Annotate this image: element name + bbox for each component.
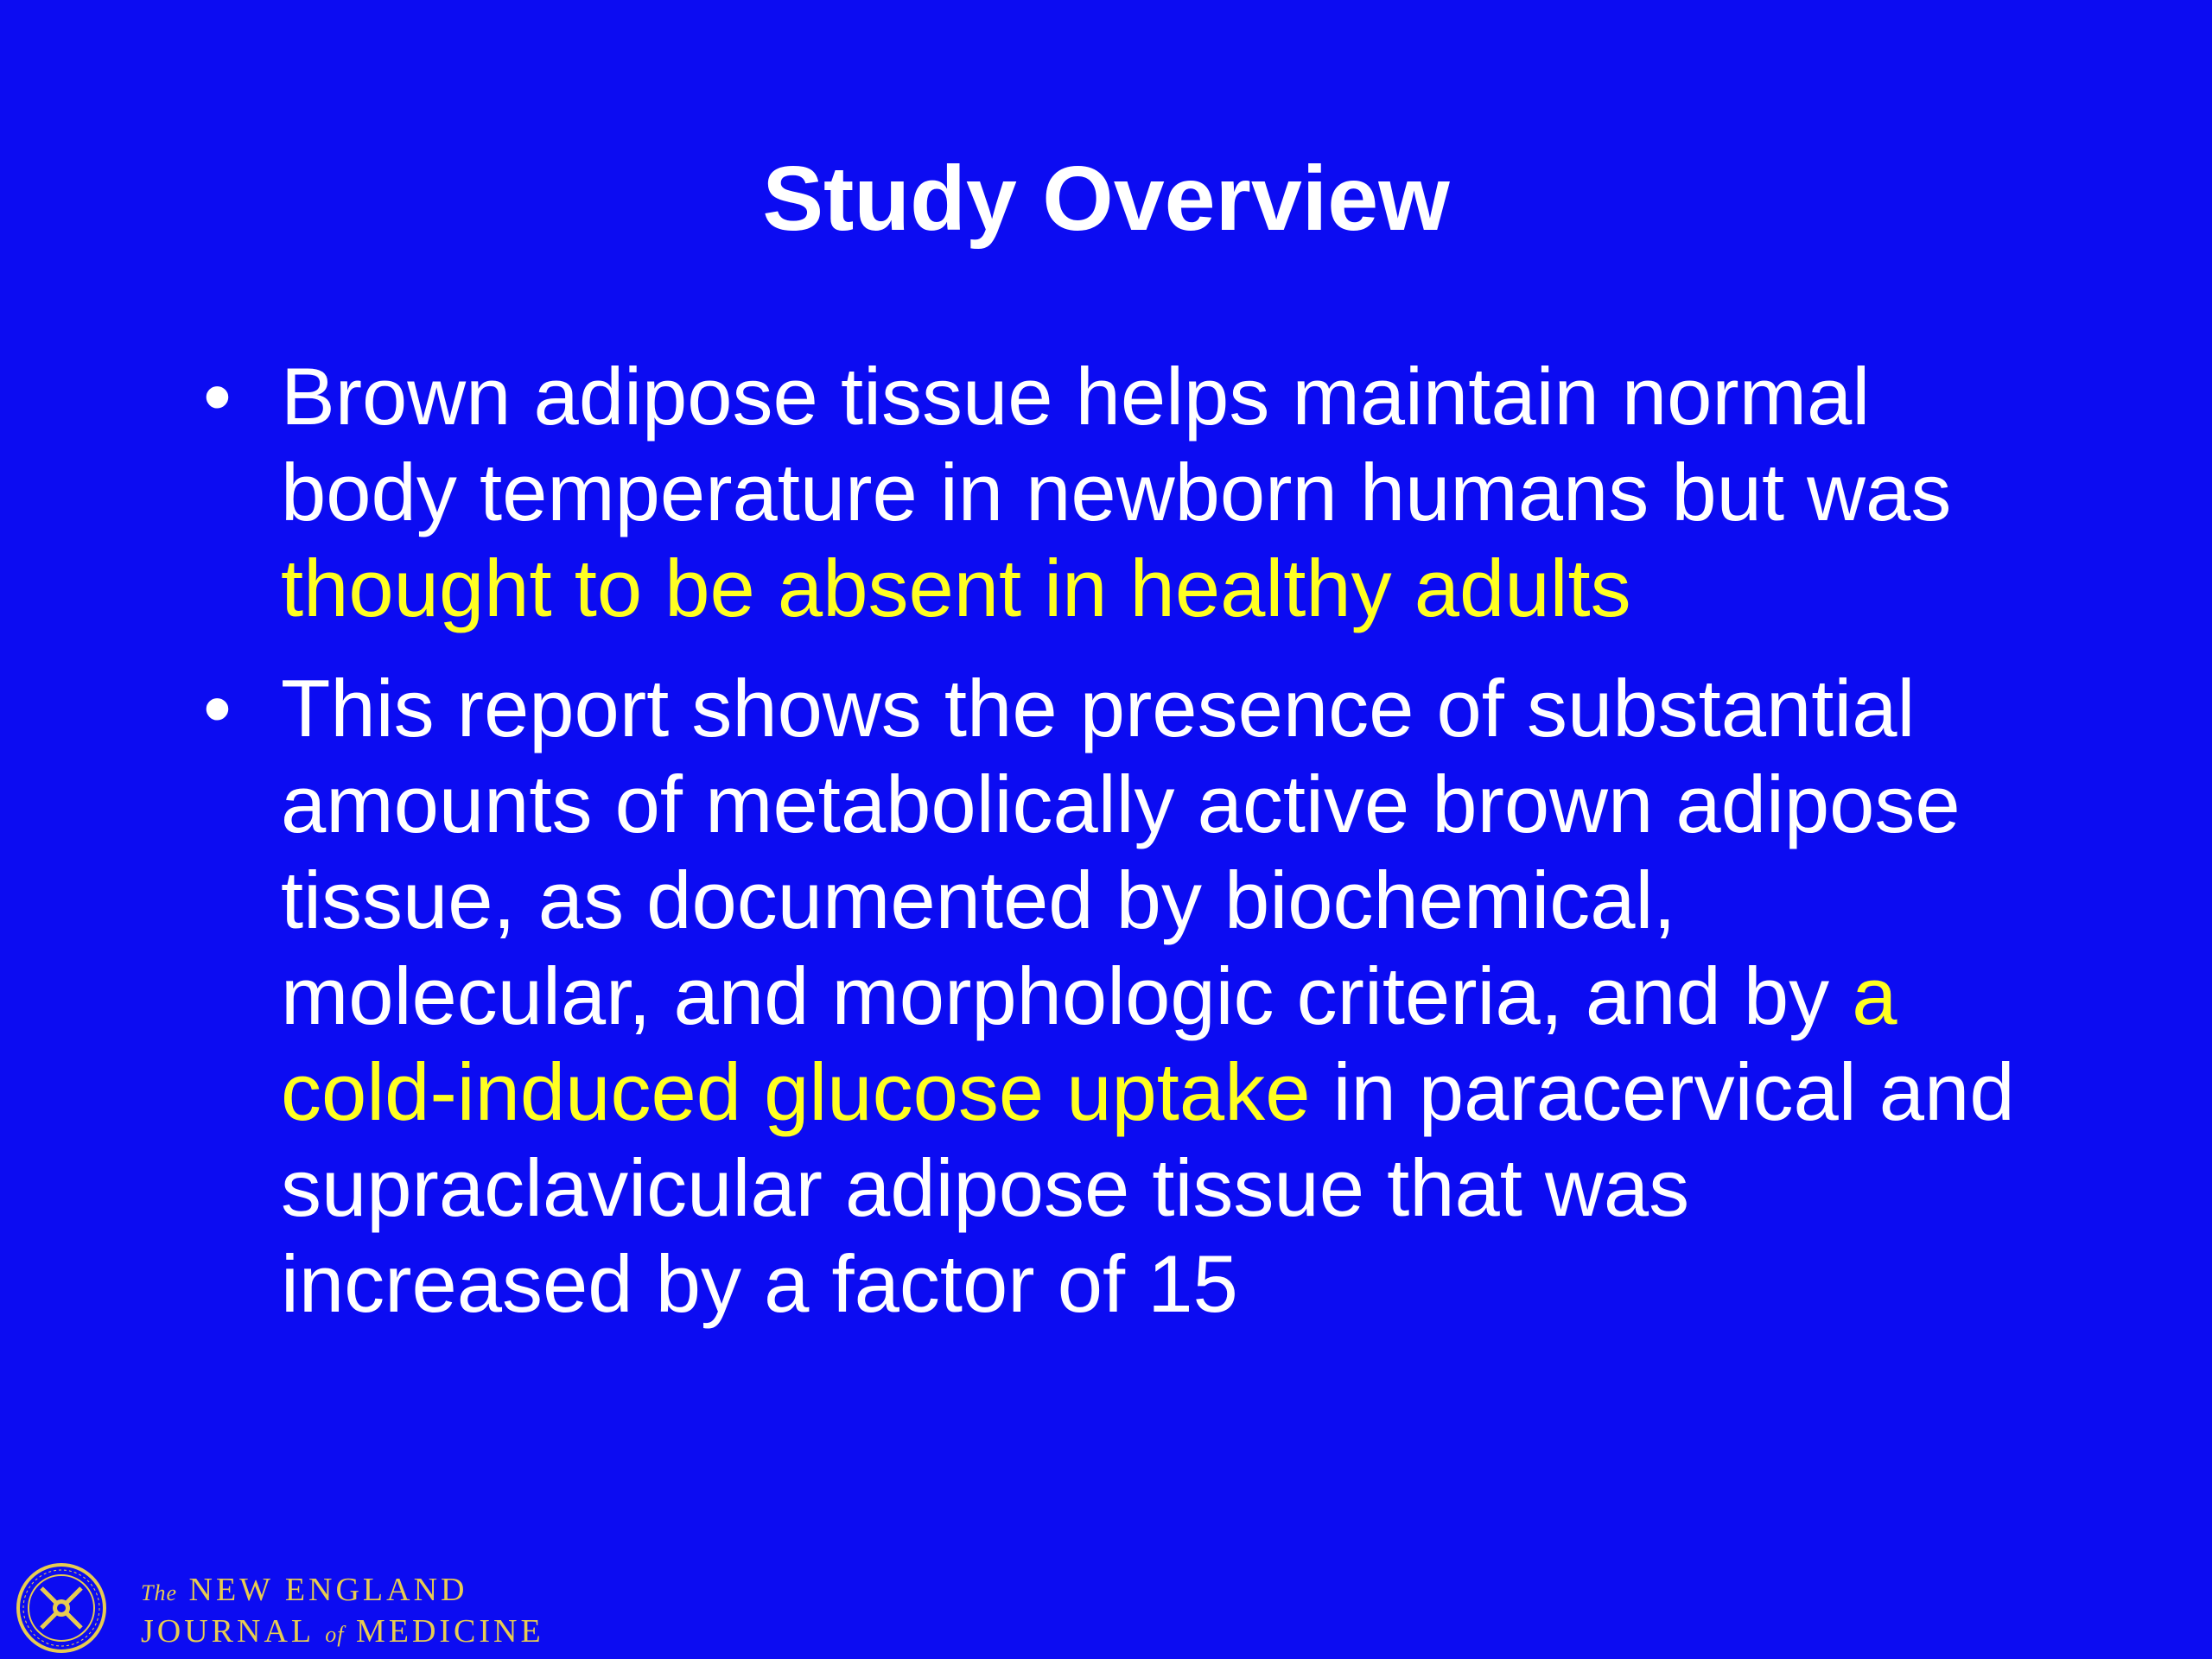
journal-seal-icon [16,1562,107,1654]
slide-title: Study Overview [762,148,1450,250]
journal-the: The [141,1580,177,1605]
journal-line2-b: MEDICINE [355,1613,544,1649]
bullet-item [203,348,2035,636]
journal-footer [16,1562,620,1649]
bullet-text: Brown adipose tissue helps maintain normal body temperature in newborn humans but was [281,351,1952,537]
bullet-dot: • [203,351,232,442]
journal-of: of [325,1622,345,1647]
highlighted-text: thought to be absent in healthy adults [281,543,1631,633]
journal-name [141,1571,544,1654]
journal-line1: NEW ENGLAND [188,1572,468,1608]
bullet-list [203,348,2035,1332]
bullet-dot: • [203,663,232,753]
journal-line2-a: JOURNAL [141,1613,314,1649]
bullet-text: This report shows the presence of substantial amounts of metabolically active brown adipose tissue, as documented by biochemical, molecular, and morphologic criteria, and by [281,663,1961,1041]
highlighted-text: a cold-induced glucose uptake [281,950,1897,1137]
bullet-item [203,660,2035,1332]
bullet-text: in paracervical and supraclavicular adipose tissue that was increased by a factor of 15 [281,1046,2015,1329]
